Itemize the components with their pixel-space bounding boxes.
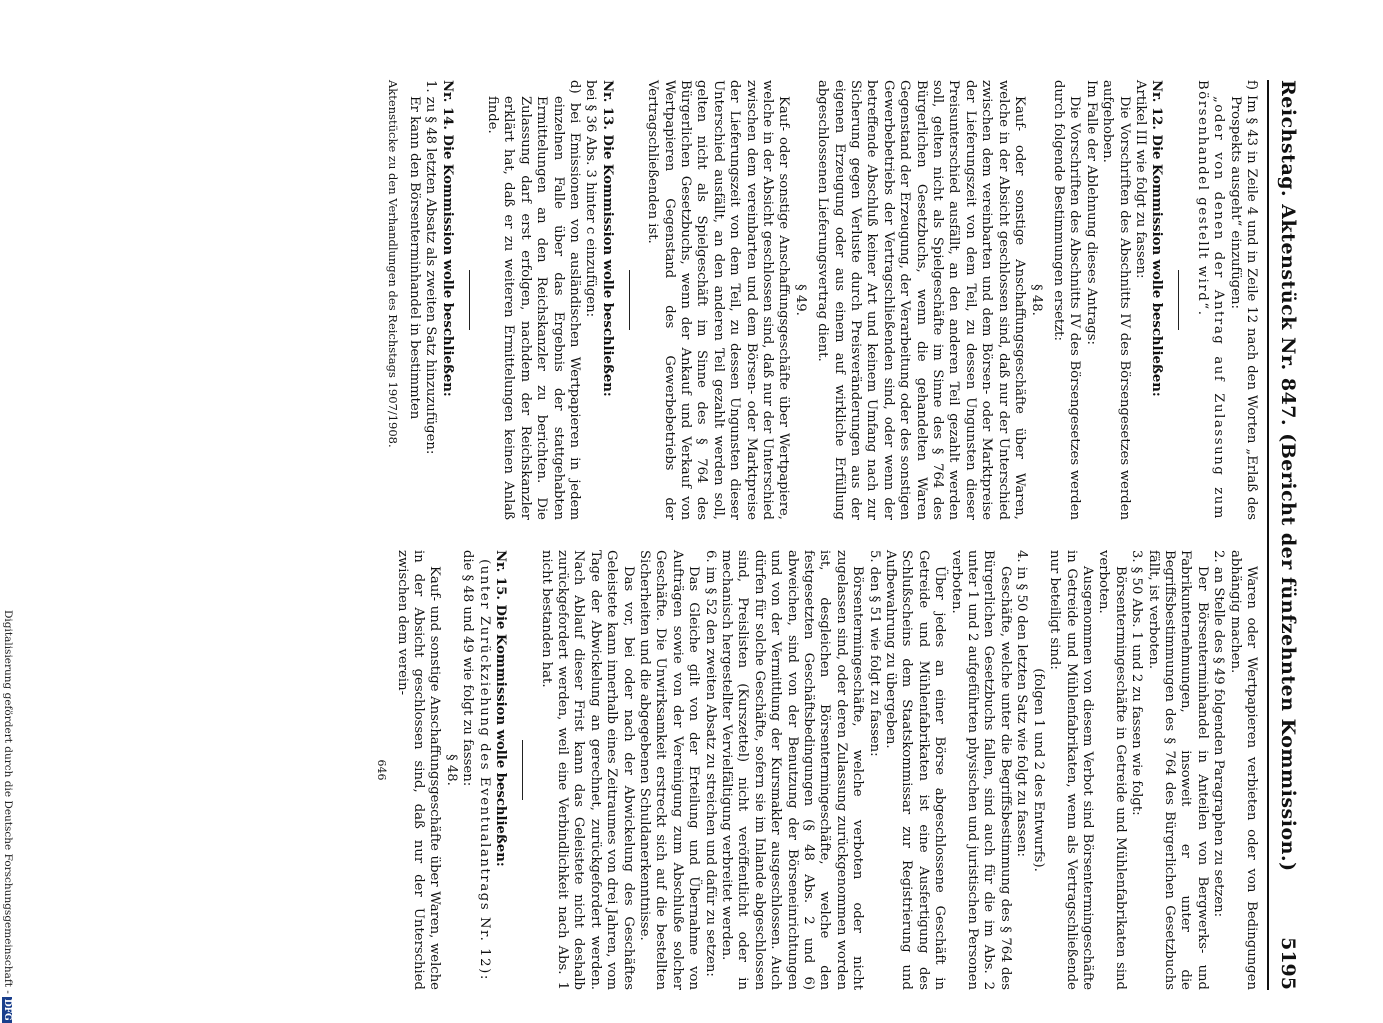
nr14-heading: Nr. 14. Die Kommission wolle beschließen:: [439, 80, 455, 397]
item-6-text: Das vor, bei oder nach der Abwickelung des Geschäftes Geleistete kann innerhalb eines Zeitraumes von drei Jahren, vom Tage der Abwickelung an gerechnet, zurückgefordert werden. Nach Ablauf dieser Frist kann das Geleistete nicht deshalb zurückgefordert werden, weil eine Verbindlichkeit nach Abs. 1 nicht bestanden hat.: [538, 550, 636, 990]
left-column: [385, 80, 1259, 520]
page-number: 5195: [1277, 937, 1299, 990]
nr13-para: bei § 36 Abs. 3 hinter c einzufügen:: [583, 80, 599, 318]
par48-text: Kauf- oder sonstige Anschaffungsgeschäfte über Waren, welche in der Absicht geschlossen sind, daß nur der Unterschied zwischen dem vereinbarten und dem Börsen- oder Marktpreise der Lieferungszeit von dem Teil, zu dessen Ungunsten dieser Preisunterschied ausfällt, an den anderen Teil gezahlt werden soll, gelten nicht als Spielgeschäfte im Sinne des § 764 des Bürgerlichen Gesetzbuchs, wenn die gehandelten Waren Gegenstand der Erzeugung, der Verarbeitung oder des sonstigen Gewerbebetriebs der Vertragschließenden sind, oder wenn der betreffende Abschluß keiner Art und keinem Umfang nach zur Sicherung gegen Verluste durch Preisveränderungen aus der eigenen Erzeugung oder aus einem auf wirkliche Erfüllung abgeschlossenen Lieferungsvertrag dient.: [815, 80, 1028, 520]
nr15-para: die § 48 und 49 wie folgt zu fassen:: [460, 550, 476, 787]
footer-note: Aktenstücke zu den Verhandlungen des Reichstags 1907/1908.: [386, 80, 401, 448]
item-2-text: Der Börsenterminhandel in Anteilen von Bergwerks- und Fabrikunternehmungen, insoweit er unter die Begriffsbestimmungen des § 764 des Bürgerlichen Gesetzbuchs fällt, ist verboten.: [1145, 550, 1210, 990]
item-2: 2. an Stelle des § 49 folgenden Paragraphen zu setzen:: [1211, 550, 1227, 918]
item-f-quote: „oder von denen der Antrag auf Zulassung zum Börsenhandel gestellt wird“.: [1194, 80, 1227, 520]
item-6-text: Das Gleiche gilt von der Erteilung und Übernahme von Aufträgen sowie von der Vereinigung zum Abschluße solcher Geschäfte. Die Unwirksamkeit erstreckt sich auf die bestellten Sicherheiten und die abgegebenen Schuldanerkenntnisse.: [636, 550, 702, 990]
divider: [1178, 270, 1179, 330]
running-header: [1269, 80, 1303, 990]
page-mark: 646: [375, 759, 389, 781]
header-rule: [1267, 80, 1269, 990]
dfg-logo: DFG: [2, 998, 12, 1021]
nr12-para: Die Vorschriften des Abschnitts IV des Börsengesetzes werden durch folgende Bestimmungen ersetzt:: [1050, 80, 1083, 520]
nr15-text: Kauf- und sonstige Anschaffungsgeschäfte über Waren, welche in der Absicht geschlossen sind, daß nur der Unterschied zwischen dem verein-: [394, 550, 443, 990]
item-3-text: Börsentermingeschäfte in Getreide und Mühlenfabrikaten sind verboten.: [1096, 550, 1128, 990]
nr15-sub: (unter Zurückziehung des Eventualantrags Nr. 12):: [476, 559, 492, 981]
header-title: Reichstag. Aktenstück Nr. 847. (Bericht der fünfzehnten Kommission.): [1277, 80, 1299, 872]
divider: [469, 270, 470, 330]
item-f: f) Im § 43 in Zeile 4 und in Zeile 12 nach den Worten „Erlaß des Prospekts ausgeht“ einzufügen:: [1227, 80, 1259, 520]
divider: [629, 270, 630, 330]
item-3-text: Ausgenommen von diesem Verbot sind Börsentermingeschäfte in Getreide und Mühlenfabrikaten, wenn als Vertragschließende nur beteiligt sind:: [1047, 550, 1095, 990]
item-5: 5. den § 51 wie folgt zu fassen:: [866, 550, 882, 757]
par49-title: § 49.: [792, 284, 808, 316]
right-column: [373, 550, 1259, 990]
nr12-para: Im Falle der Ablehnung dieses Antrags:: [1083, 80, 1099, 345]
side-note-text: Digitalisierung gefördert durch die Deutsche Forschungsgemeinschaft -: [2, 610, 14, 994]
item-6: 6. im § 52 den zweiten Absatz zu streichen und dafür zu setzen:: [702, 550, 718, 977]
side-note: [2, 610, 14, 1023]
nr12-para: Die Vorschriften des Abschnitts IV des Börsengesetzes werden aufgehoben.: [1100, 80, 1132, 520]
nr12-heading: Nr. 12. Die Kommission wolle beschließen:: [1149, 80, 1165, 397]
nr14-para: Er kann den Börsenterminhandel in bestimmten: [406, 96, 422, 420]
nr13-item-d: d) bei Emissionen von ausländischen Wertpapieren in jedem einzelnen Falle über das Ergebnis der stattgehabten Ermittelungen an den Reichskanzler zu berichten. Die Zulassung darf erst erfolgen, nachdem der Reichskanzler erklärt hat, daß er zu weiteren Ermittelungen keinen Anlaß finde.: [484, 80, 582, 520]
item-5-text: Börsentermingeschäfte, welche verboten oder nicht zugelassen sind, oder deren Zulassung zurückgenommen worden ist, desgleichen Börsentermingeschäfte, welche den festgesetzten Geschäftsbedingungen (§ 48 Abs. 2 und 6) abweichen, sind von der Benutzung der Börseneinrichtungen und von der Vermittlung der Kursmakler ausgeschlossen. Auch dürfen für solche Geschäfte, sofern sie im Inlande abgeschlossen sind, Preislisten (Kurszettel) nicht veröffentlicht oder in mechanisch hergestellter Vervielfältigung verbreitet werden.: [719, 550, 866, 990]
nr12-para: Artikel III wie folgt zu fassen:: [1132, 80, 1148, 279]
item-4-text: Über jedes an einer Börse abgeschlossene Geschäft in Getreide und Mühlenfabrikaten ist eine Ausfertigung des Schlußscheins dem Staatskommissar zur Registrierung und Aufbewahrung zu übergeben.: [883, 550, 948, 990]
item-3-text: (folgen 1 und 2 des Entwurfs).: [1030, 668, 1046, 872]
continuation: Waren oder Wertpapieren verbieten oder von Bedingungen abhängig machen.: [1227, 550, 1259, 990]
par48-title: § 48.: [1028, 284, 1044, 316]
item-3: 3. § 50 Abs. 1 und 2 zu fassen wie folgt:: [1129, 550, 1145, 816]
par49-text: Kauf- oder sonstige Anschaffungsgeschäfte über Wertpapiere, welche in der Absicht geschlossen sind, daß nur der Unterschied zwischen dem vereinbarten und dem Börsen- oder Marktpreise der Lieferungszeit von dem Teil, zu dessen Ungunsten dieser Unterschied ausfällt, an den anderen Teil gezahlt werden soll, gelten nicht als Spielgeschäft im Sinne des § 764 des Bürgerlichen Gesetzbuchs, wenn der Ankauf und Verkauf von Wertpapieren Gegenstand des Gewerbebetriebs der Vertragschließenden ist.: [645, 80, 792, 520]
rotated-page-content: [73, 80, 1303, 990]
nr13-heading: Nr. 13. Die Kommission wolle beschließen:: [599, 80, 615, 397]
divider: [522, 740, 523, 800]
nr14-para: 1. zu § 48 letzten Absatz als zweiten Satz hinzuzufügen:: [423, 80, 439, 455]
nr15-heading: Nr. 15. Die Kommission wolle beschließen:: [493, 550, 509, 867]
item-4: 4. in § 50 den letzten Satz wie folgt zu fassen:: [1014, 550, 1030, 857]
nr15-par-title: § 48.: [443, 754, 459, 786]
item-4-text: Geschäfte, welche unter die Begriffsbestimmung des § 764 des Bürgerlichen Gesetzbuchs fallen, sind auch für die im Abs. 2 unter 1 und 2 aufgeführten physischen und juristischen Personen verboten.: [948, 550, 1013, 990]
